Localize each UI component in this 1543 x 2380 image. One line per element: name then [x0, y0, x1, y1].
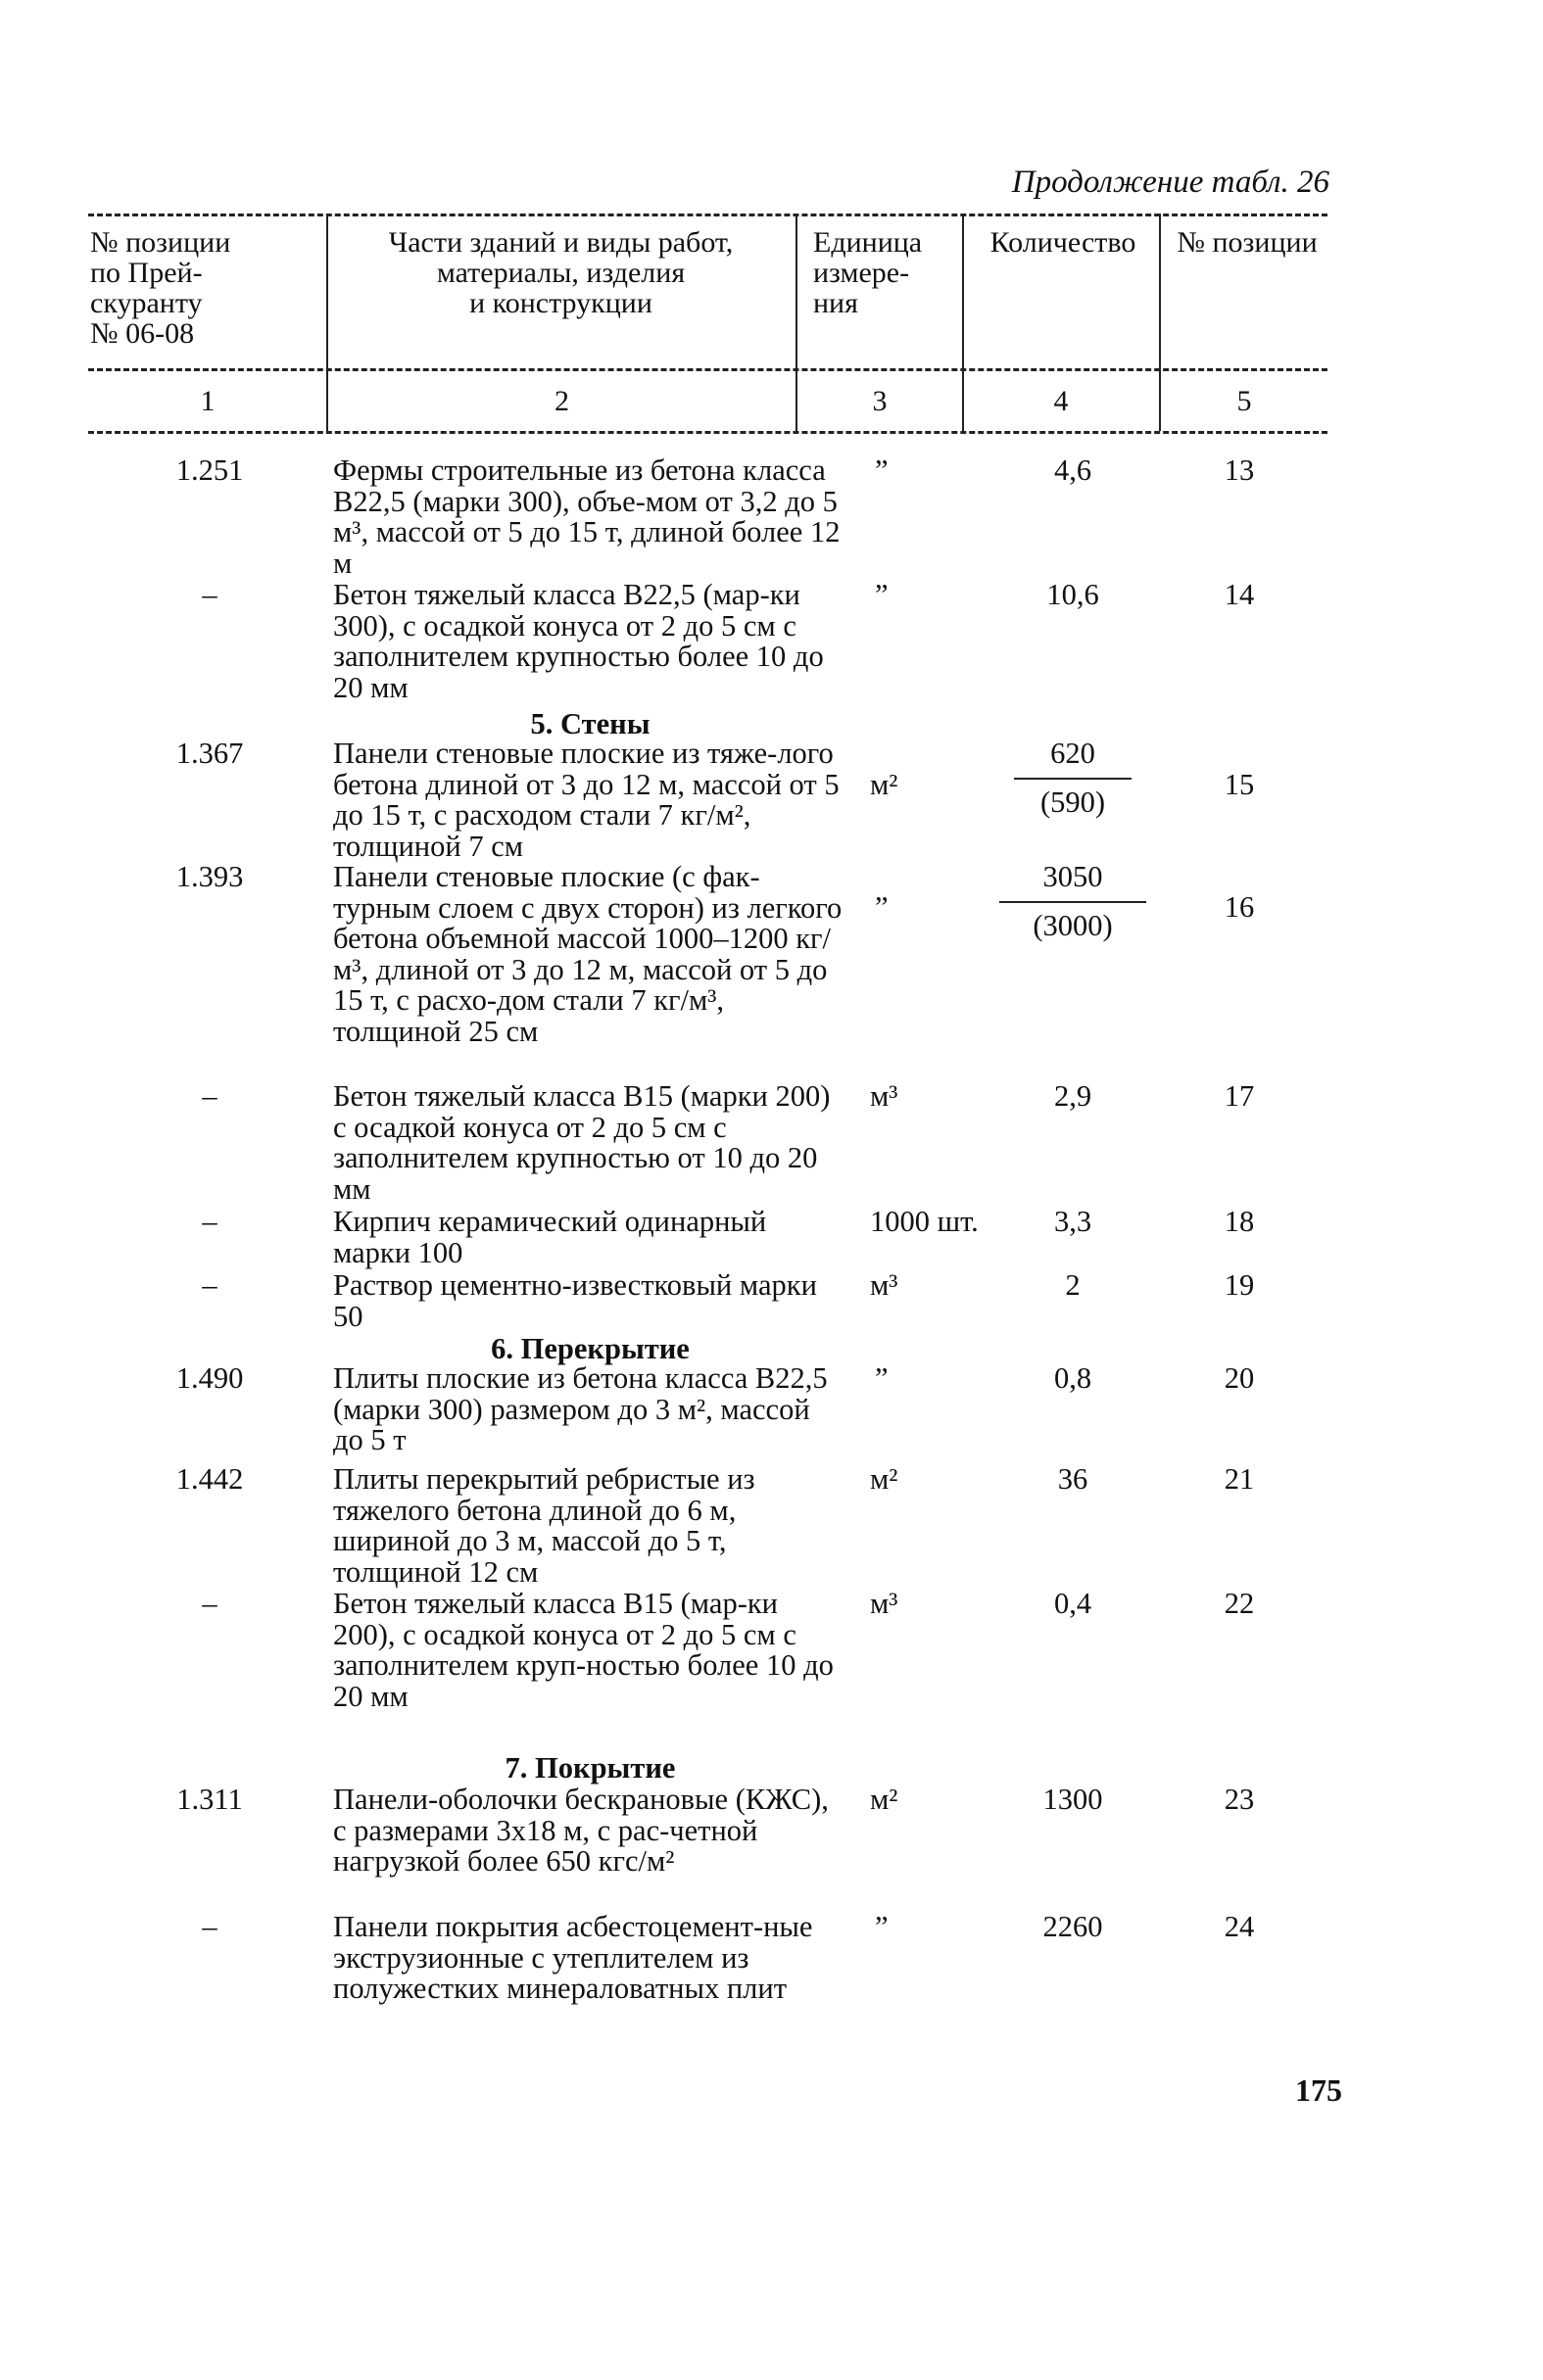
row-code: 1.490	[175, 1361, 244, 1395]
row-description: Фермы строительные из бетона класса В22,5 (марки 300), объе-мом от 3,2 до 5 м³, массой от 5 до 15 т, длиной более 12 м	[333, 453, 841, 580]
row-quantity: 0,8	[1053, 1361, 1092, 1395]
table-continuation-caption: Продолжение табл. 26	[1011, 165, 1329, 200]
row-unit: м²	[870, 768, 898, 801]
row-quantity: 2260	[1042, 1910, 1103, 1943]
header-num-4: 4	[1053, 385, 1069, 417]
row-quantity: 3,3	[1053, 1205, 1092, 1238]
row-description: Кирпич керамический одинарный марки 100	[333, 1205, 767, 1269]
row-unit: м³	[870, 1587, 898, 1620]
section-heading: 5. Стены	[530, 707, 651, 740]
row-unit: м²	[870, 1462, 898, 1496]
row-quantity: 0,4	[1053, 1587, 1092, 1620]
row-unit: м²	[870, 1783, 898, 1816]
row-position: 23	[1224, 1783, 1255, 1816]
row-code: 1.393	[175, 860, 244, 893]
row-quantity: 2,9	[1053, 1079, 1092, 1113]
row-description: Панели покрытия асбестоцемент-ные экструзионные с утеплителем из полужестких минераловатных плит	[333, 1910, 813, 2005]
row-code: –	[202, 1910, 217, 1943]
row-unit: ”	[875, 890, 889, 924]
header-col-position: № позиции	[1177, 226, 1318, 259]
fraction-bar	[1014, 778, 1132, 780]
row-description: Раствор цементно-известковый марки 50	[333, 1268, 817, 1333]
header-top-rule	[88, 214, 1327, 216]
row-position: 24	[1224, 1910, 1255, 1943]
header-col-quantity: Количество	[989, 226, 1136, 259]
row-code: 1.251	[175, 453, 244, 487]
row-code: 1.367	[175, 737, 244, 770]
row-code: –	[202, 1587, 217, 1620]
header-num-5: 5	[1236, 385, 1252, 417]
row-position: 21	[1224, 1462, 1255, 1496]
row-unit: ”	[875, 1361, 889, 1395]
row-quantity-fraction	[985, 738, 1161, 818]
row-description: Панели стеновые плоские (с фак-турным слоем с двух сторон) из легкого бетона объемной массой 1000–1200 кг/м³, длиной от 3 до 12 м, массой от 5 до 15 т, с расхо-дом стали 7 кг/м³, толщиной 25 см	[333, 860, 843, 1048]
fraction-bar	[999, 901, 1146, 903]
row-position: 18	[1224, 1205, 1255, 1238]
row-position: 16	[1224, 890, 1255, 924]
section-heading: 7. Покрытие	[505, 1751, 676, 1785]
quantity-numerator: 3050	[1042, 860, 1103, 893]
header-num-2: 2	[555, 385, 569, 417]
row-position: 19	[1224, 1268, 1255, 1302]
row-unit: м³	[870, 1268, 898, 1302]
quantity-denominator: (3000)	[1033, 908, 1113, 942]
row-description: Плиты плоские из бетона класса В22,5 (марки 300) размером до 3 м², массой до 5 т	[333, 1361, 828, 1456]
header-col-parts-works: Части зданий и виды работ, материалы, изделия и конструкции	[388, 226, 734, 319]
row-quantity-fraction	[985, 862, 1161, 941]
row-quantity: 36	[1057, 1462, 1088, 1496]
row-position: 14	[1224, 578, 1255, 611]
header-middle-rule	[88, 368, 1327, 371]
row-position: 22	[1224, 1587, 1255, 1620]
row-quantity: 4,6	[1053, 453, 1092, 487]
row-unit: ”	[875, 578, 889, 611]
row-description: Плиты перекрытий ребристые из тяжелого бетона длиной до 6 м, шириной до 3 м, массой до 5 т, толщиной 12 см	[333, 1462, 755, 1589]
row-unit: 1000 шт.	[870, 1205, 979, 1238]
quantity-denominator: (590)	[1039, 785, 1106, 819]
row-description: Бетон тяжелый класса В15 (марки 200) с осадкой конуса от 2 до 5 см с заполнителем крупностью от 10 до 20 мм	[333, 1079, 831, 1206]
page-number: 175	[1295, 2072, 1342, 2108]
section-heading: 6. Перекрытие	[491, 1332, 690, 1365]
row-description: Бетон тяжелый класса В15 (мар-ки 200), с осадкой конуса от 2 до 5 см с заполнителем круп-ностью более 10 до 20 мм	[333, 1587, 834, 1713]
quantity-numerator: 620	[1050, 737, 1095, 770]
row-description: Панели стеновые плоские из тяже-лого бетона длиной от 3 до 12 м, массой от 5 до 15 т, с расходом стали 7 кг/м², толщиной 7 см	[333, 737, 840, 863]
row-code: –	[202, 1079, 217, 1113]
header-num-3: 3	[872, 385, 888, 417]
row-unit: ”	[875, 453, 889, 487]
row-position: 13	[1224, 453, 1255, 487]
row-quantity: 1300	[1042, 1783, 1103, 1816]
row-code: 1.442	[175, 1462, 244, 1496]
row-quantity: 10,6	[1046, 578, 1099, 611]
row-position: 17	[1224, 1079, 1255, 1113]
row-unit: ”	[875, 1910, 889, 1943]
header-col-unit: Единица измере- ния	[813, 226, 923, 319]
row-description: Панели-оболочки бескрановые (КЖС), с размерами 3х18 м, с рас-четной нагрузкой более 650 кгс/м²	[333, 1783, 829, 1878]
header-col-position-pricelist: № позиции по Прей- скуранту № 06-08	[90, 226, 231, 350]
header-bottom-rule	[88, 431, 1327, 434]
row-code: 1.311	[176, 1783, 243, 1816]
row-quantity: 2	[1065, 1268, 1081, 1302]
row-position: 15	[1224, 768, 1255, 801]
row-code: –	[202, 1268, 217, 1302]
row-description: Бетон тяжелый класса В22,5 (мар-ки 300), с осадкой конуса от 2 до 5 см с заполнителем крупностью более 10 до 20 мм	[333, 578, 824, 704]
row-code: –	[202, 578, 217, 611]
row-code: –	[202, 1205, 217, 1238]
row-unit: м³	[870, 1079, 898, 1113]
header-num-1: 1	[200, 385, 216, 417]
row-position: 20	[1224, 1361, 1255, 1395]
